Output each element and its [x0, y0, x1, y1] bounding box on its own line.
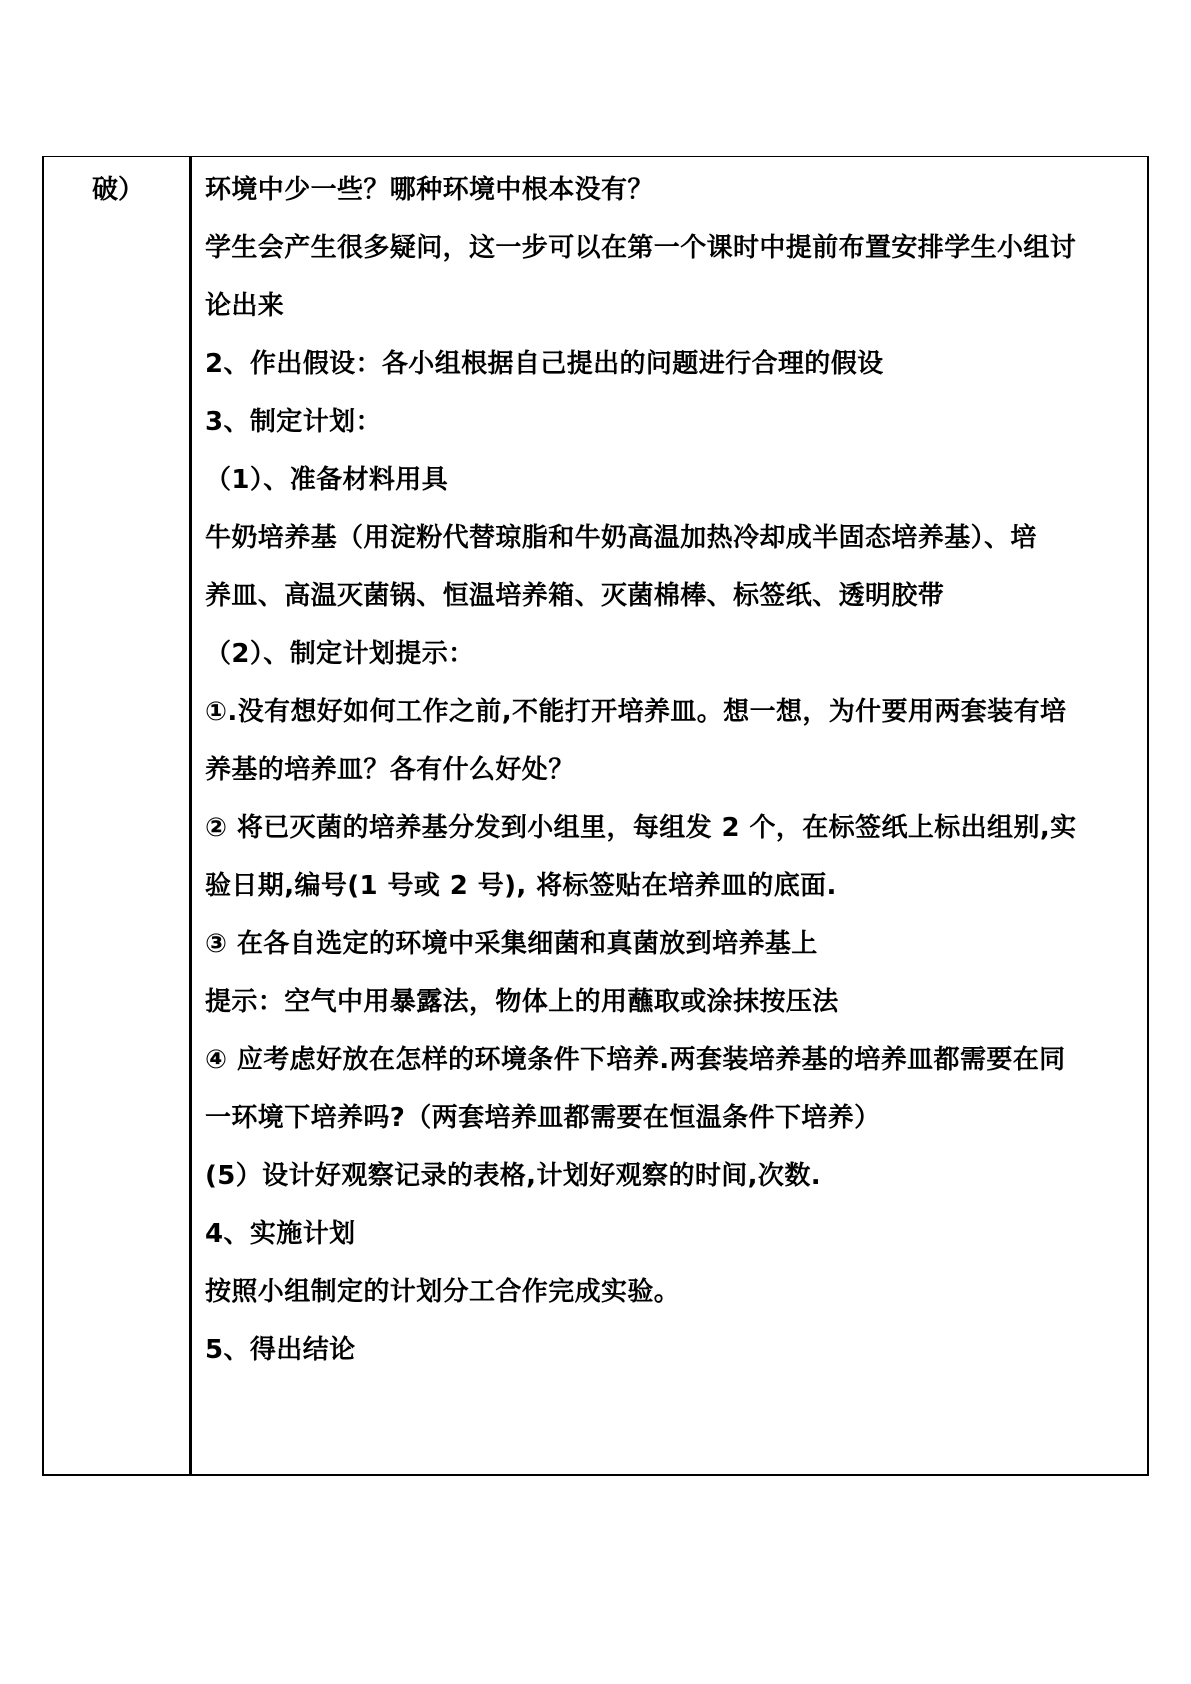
content-line: 养基的培养皿？各有什么好处？	[205, 755, 575, 785]
content-line: （1）、准备材料用具	[205, 465, 449, 495]
content-line: ③ 在各自选定的环境中采集细菌和真菌放到培养基上	[205, 929, 818, 959]
content-line: 按照小组制定的计划分工合作完成实验。	[205, 1277, 681, 1307]
content-line: 提示：空气中用暴露法，物体上的用蘸取或涂抹按压法	[205, 987, 839, 1017]
content-line: ①.没有想好如何工作之前,不能打开培养皿。想一想，为什要用两套装有培	[205, 697, 1067, 727]
table-content-cell	[205, 157, 1190, 1474]
row-label: 破）	[92, 175, 145, 205]
content-line: 4、实施计划	[205, 1219, 356, 1249]
content-line: 3、制定计划：	[205, 407, 382, 437]
content-line: ② 将已灭菌的培养基分发到小组里，每组发 2 个，在标签纸上标出组别,实	[205, 813, 1077, 843]
content-line: 学生会产生很多疑问，这一步可以在第一个课时中提前布置安排学生小组讨	[205, 233, 1077, 263]
content-line: 养皿、高温灭菌锅、恒温培养箱、灭菌棉棒、标签纸、透明胶带	[205, 581, 945, 611]
lesson-plan-table	[42, 156, 1149, 1476]
content-line: 验日期,编号(1 号或 2 号), 将标签贴在培养皿的底面.	[205, 871, 837, 901]
content-line: 论出来	[205, 291, 285, 321]
content-line: 一环境下培养吗?（两套培养皿都需要在恒温条件下培养）	[205, 1103, 881, 1133]
content-line: 2、作出假设：各小组根据自己提出的问题进行合理的假设	[205, 349, 884, 379]
content-line: ④ 应考虑好放在怎样的环境条件下培养.两套装培养基的培养皿都需要在同	[205, 1045, 1066, 1075]
content-line: 牛奶培养基（用淀粉代替琼脂和牛奶高温加热冷却成半固态培养基）、培	[205, 523, 1037, 553]
table-left-cell	[44, 157, 192, 1474]
content-line: （2）、制定计划提示：	[205, 639, 475, 669]
content-line: (5）设计好观察记录的表格,计划好观察的时间,次数.	[205, 1161, 822, 1191]
content-line: 环境中少一些？哪种环境中根本没有？	[205, 175, 654, 205]
content-line: 5、得出结论	[205, 1335, 356, 1365]
